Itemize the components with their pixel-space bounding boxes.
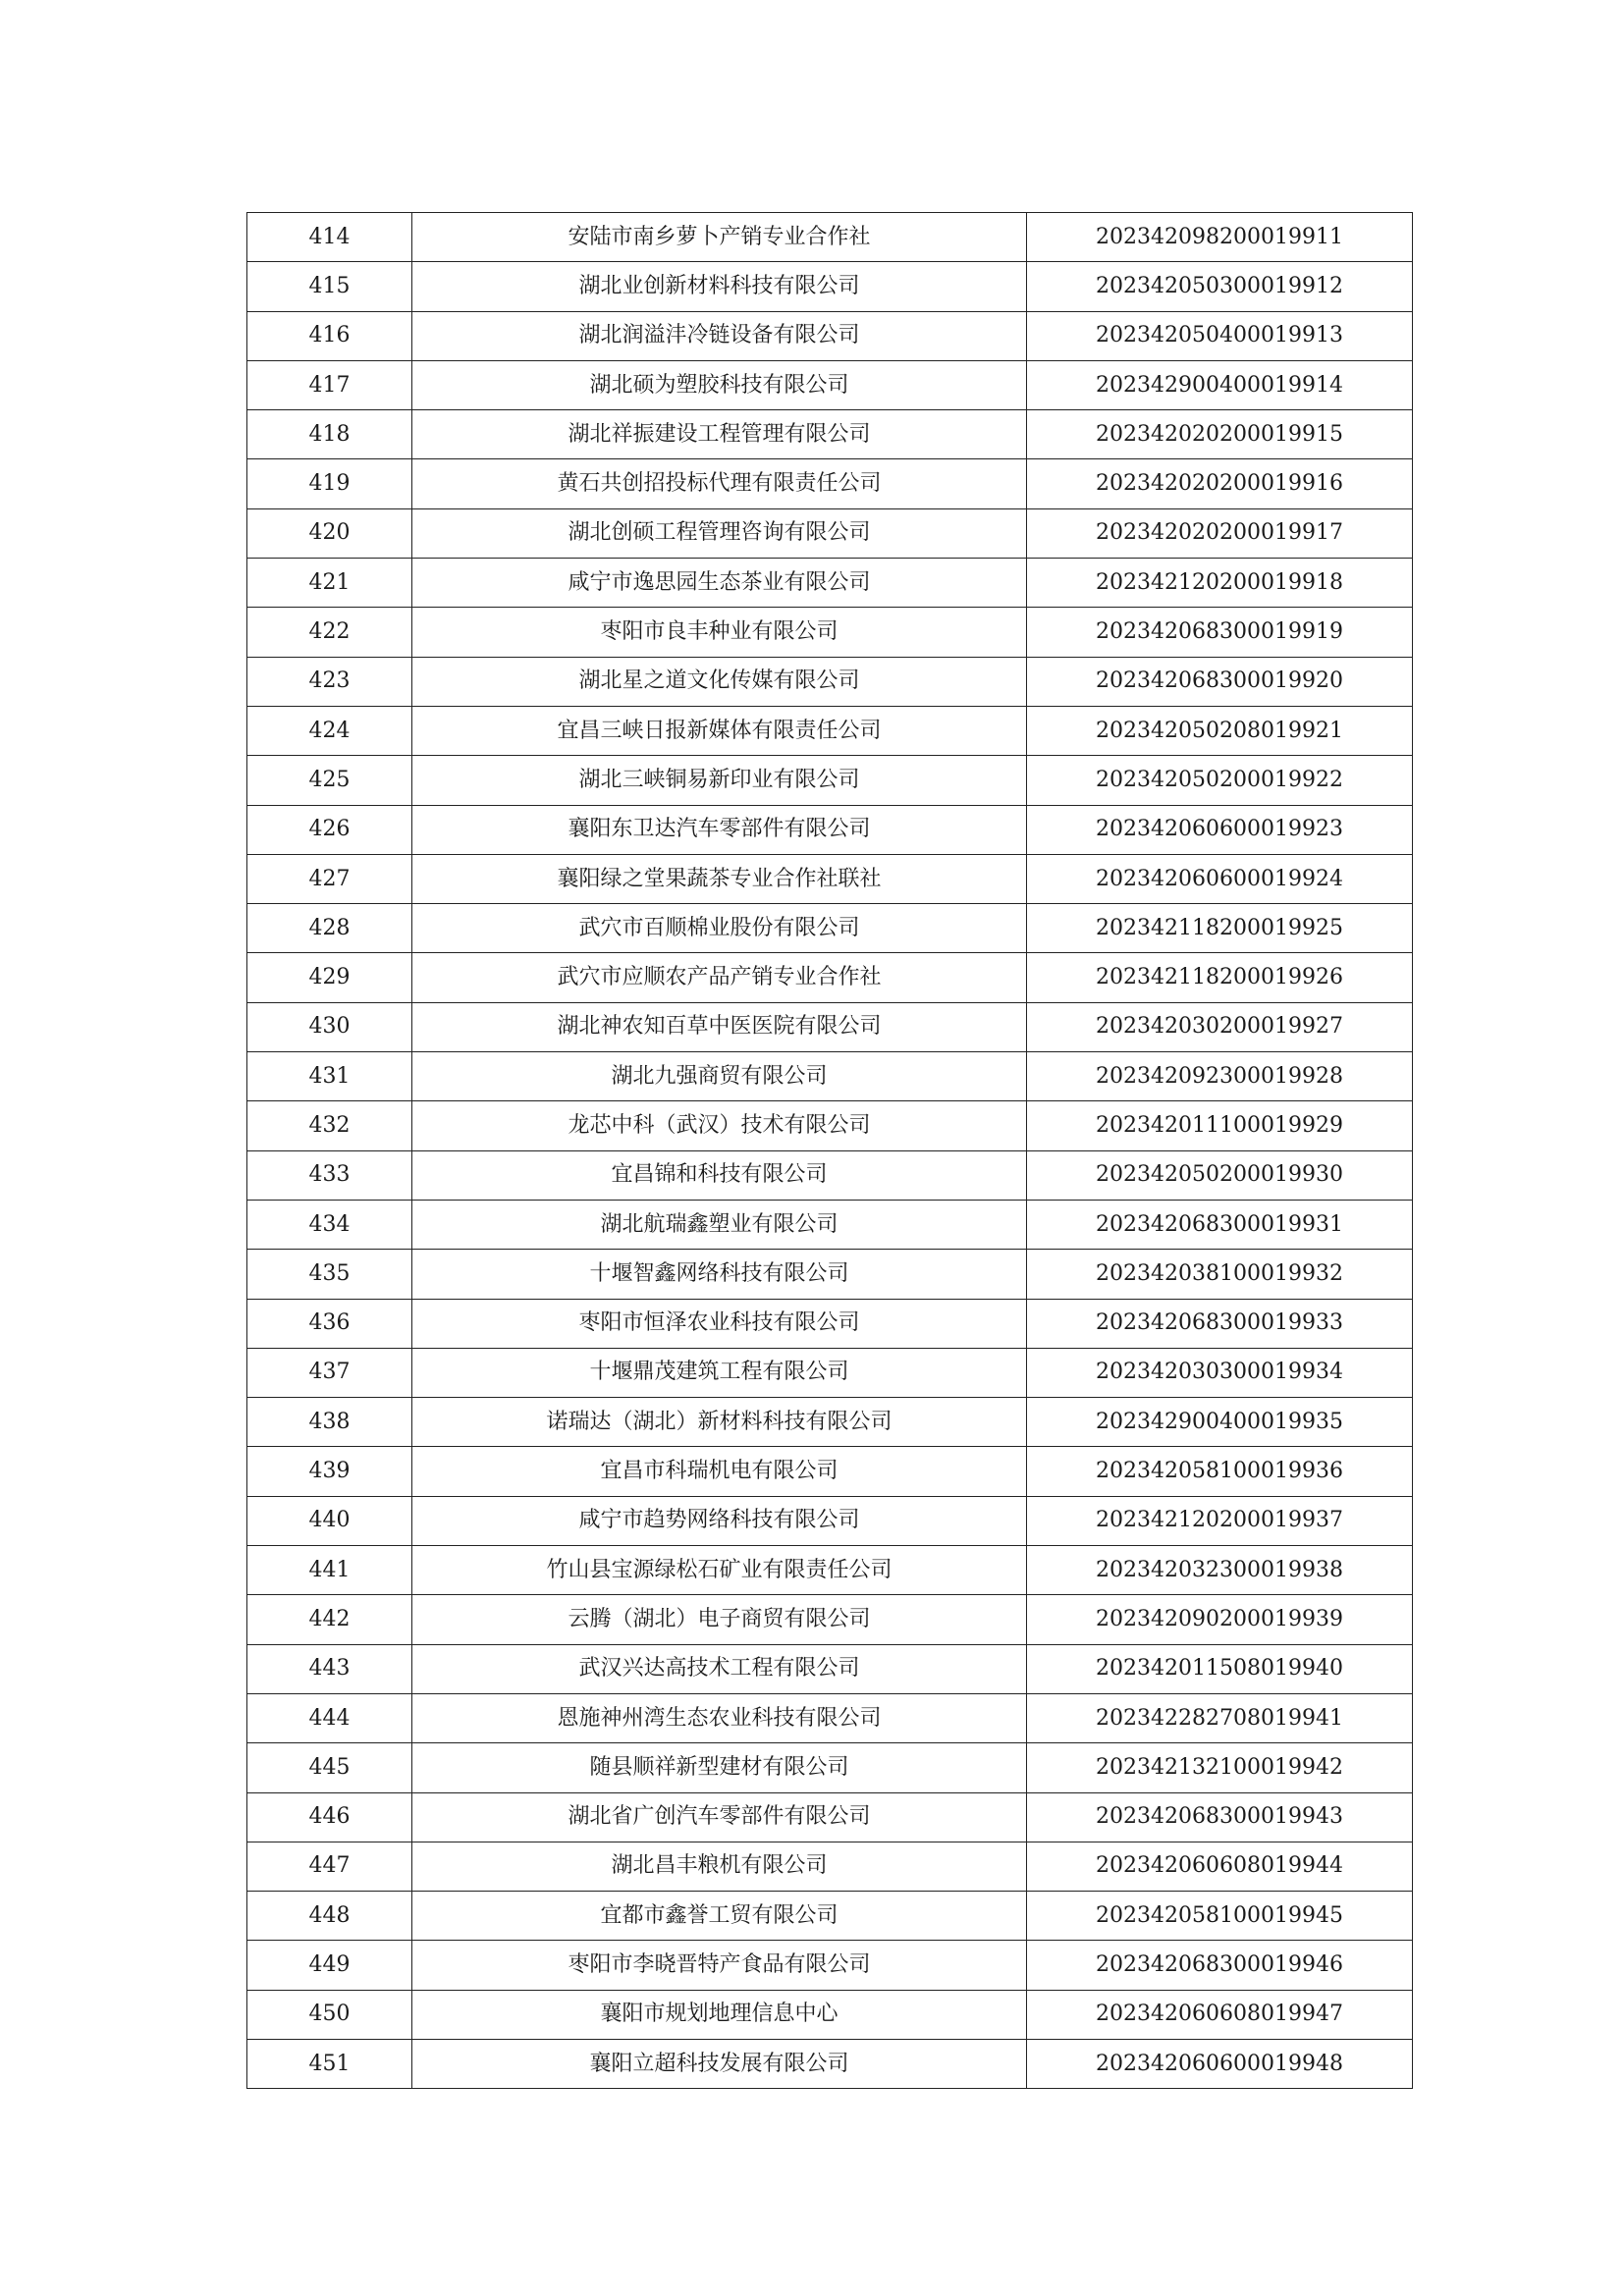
company-name-cell: 襄阳绿之堂果蔬茶专业合作社联社 bbox=[412, 854, 1027, 903]
table-row bbox=[247, 854, 1413, 903]
row-number-cell: 431 bbox=[247, 1052, 412, 1101]
table-row bbox=[247, 1990, 1413, 2039]
company-name-cell: 宜昌市科瑞机电有限公司 bbox=[412, 1447, 1027, 1496]
table-row bbox=[247, 1200, 1413, 1249]
company-name-cell: 湖北九强商贸有限公司 bbox=[412, 1052, 1027, 1101]
registration-code-cell: 202342038100019932 bbox=[1027, 1250, 1413, 1299]
registration-code-cell: 202342030200019927 bbox=[1027, 1002, 1413, 1051]
registration-code-cell: 202342020200019915 bbox=[1027, 410, 1413, 459]
table-row bbox=[247, 756, 1413, 805]
company-name-cell: 湖北祥振建设工程管理有限公司 bbox=[412, 410, 1027, 459]
registration-code-cell: 202342050200019922 bbox=[1027, 756, 1413, 805]
table-row bbox=[247, 1250, 1413, 1299]
registration-code-cell: 202342098200019911 bbox=[1027, 213, 1413, 262]
row-number-cell: 448 bbox=[247, 1892, 412, 1941]
registration-code-cell: 202342050300019912 bbox=[1027, 262, 1413, 311]
row-number-cell: 440 bbox=[247, 1496, 412, 1545]
table-row bbox=[247, 608, 1413, 657]
row-number-cell: 433 bbox=[247, 1150, 412, 1200]
row-number-cell: 415 bbox=[247, 262, 412, 311]
table-row bbox=[247, 1052, 1413, 1101]
row-number-cell: 424 bbox=[247, 706, 412, 755]
company-name-cell: 武穴市百顺棉业股份有限公司 bbox=[412, 904, 1027, 953]
table-row bbox=[247, 706, 1413, 755]
company-name-cell: 枣阳市恒泽农业科技有限公司 bbox=[412, 1299, 1027, 1348]
company-name-cell: 湖北省广创汽车零部件有限公司 bbox=[412, 1792, 1027, 1842]
company-name-cell: 湖北创硕工程管理咨询有限公司 bbox=[412, 508, 1027, 558]
row-number-cell: 445 bbox=[247, 1743, 412, 1792]
table-row bbox=[247, 1693, 1413, 1742]
table-row bbox=[247, 904, 1413, 953]
table-row bbox=[247, 1546, 1413, 1595]
company-name-cell: 湖北神农知百草中医医院有限公司 bbox=[412, 1002, 1027, 1051]
company-name-cell: 襄阳市规划地理信息中心 bbox=[412, 1990, 1027, 2039]
registration-code-cell: 202342900400019914 bbox=[1027, 360, 1413, 409]
row-number-cell: 444 bbox=[247, 1693, 412, 1742]
registration-code-cell: 202342032300019938 bbox=[1027, 1546, 1413, 1595]
company-name-cell: 湖北昌丰粮机有限公司 bbox=[412, 1842, 1027, 1891]
company-name-cell: 竹山县宝源绿松石矿业有限责任公司 bbox=[412, 1546, 1027, 1595]
row-number-cell: 419 bbox=[247, 459, 412, 508]
company-name-cell: 宜昌三峡日报新媒体有限责任公司 bbox=[412, 706, 1027, 755]
table-row bbox=[247, 1743, 1413, 1792]
row-number-cell: 418 bbox=[247, 410, 412, 459]
company-name-cell: 湖北星之道文化传媒有限公司 bbox=[412, 657, 1027, 706]
company-name-cell: 枣阳市李晓晋特产食品有限公司 bbox=[412, 1941, 1027, 1990]
company-name-cell: 黄石共创招投标代理有限责任公司 bbox=[412, 459, 1027, 508]
registration-code-cell: 202342050200019930 bbox=[1027, 1150, 1413, 1200]
registration-code-cell: 202342058100019936 bbox=[1027, 1447, 1413, 1496]
registration-code-cell: 202342060608019947 bbox=[1027, 1990, 1413, 2039]
table-row bbox=[247, 2039, 1413, 2088]
company-name-cell: 安陆市南乡萝卜产销专业合作社 bbox=[412, 213, 1027, 262]
registration-code-cell: 202342050400019913 bbox=[1027, 311, 1413, 360]
row-number-cell: 447 bbox=[247, 1842, 412, 1891]
row-number-cell: 426 bbox=[247, 805, 412, 854]
row-number-cell: 421 bbox=[247, 559, 412, 608]
table-row bbox=[247, 1892, 1413, 1941]
registration-code-cell: 202342030300019934 bbox=[1027, 1348, 1413, 1397]
row-number-cell: 438 bbox=[247, 1398, 412, 1447]
registration-code-cell: 202342118200019925 bbox=[1027, 904, 1413, 953]
registration-code-cell: 202342050208019921 bbox=[1027, 706, 1413, 755]
company-registry-table bbox=[246, 212, 1413, 2089]
row-number-cell: 428 bbox=[247, 904, 412, 953]
company-name-cell: 湖北业创新材料科技有限公司 bbox=[412, 262, 1027, 311]
company-name-cell: 随县顺祥新型建材有限公司 bbox=[412, 1743, 1027, 1792]
registration-code-cell: 202342068300019919 bbox=[1027, 608, 1413, 657]
company-name-cell: 武穴市应顺农产品产销专业合作社 bbox=[412, 953, 1027, 1002]
table-row bbox=[247, 262, 1413, 311]
company-name-cell: 襄阳立超科技发展有限公司 bbox=[412, 2039, 1027, 2088]
row-number-cell: 437 bbox=[247, 1348, 412, 1397]
row-number-cell: 427 bbox=[247, 854, 412, 903]
registration-code-cell: 202342068300019943 bbox=[1027, 1792, 1413, 1842]
company-name-cell: 湖北三峡铜易新印业有限公司 bbox=[412, 756, 1027, 805]
company-name-cell: 云腾（湖北）电子商贸有限公司 bbox=[412, 1595, 1027, 1644]
registration-code-cell: 202342900400019935 bbox=[1027, 1398, 1413, 1447]
table-row bbox=[247, 508, 1413, 558]
company-name-cell: 诺瑞达（湖北）新材料科技有限公司 bbox=[412, 1398, 1027, 1447]
table-row bbox=[247, 1398, 1413, 1447]
table-row bbox=[247, 657, 1413, 706]
row-number-cell: 442 bbox=[247, 1595, 412, 1644]
registration-code-cell: 202342020200019917 bbox=[1027, 508, 1413, 558]
registration-code-cell: 202342020200019916 bbox=[1027, 459, 1413, 508]
company-name-cell: 咸宁市逸思园生态茶业有限公司 bbox=[412, 559, 1027, 608]
table-row bbox=[247, 1792, 1413, 1842]
registration-code-cell: 202342120200019918 bbox=[1027, 559, 1413, 608]
registry-table-body bbox=[247, 213, 1413, 2089]
row-number-cell: 417 bbox=[247, 360, 412, 409]
registration-code-cell: 202342090200019939 bbox=[1027, 1595, 1413, 1644]
table-row bbox=[247, 459, 1413, 508]
row-number-cell: 435 bbox=[247, 1250, 412, 1299]
company-name-cell: 宜都市鑫誉工贸有限公司 bbox=[412, 1892, 1027, 1941]
registration-code-cell: 202342132100019942 bbox=[1027, 1743, 1413, 1792]
registration-code-cell: 202342120200019937 bbox=[1027, 1496, 1413, 1545]
registration-code-cell: 202342068300019946 bbox=[1027, 1941, 1413, 1990]
registration-code-cell: 202342060600019948 bbox=[1027, 2039, 1413, 2088]
company-name-cell: 湖北航瑞鑫塑业有限公司 bbox=[412, 1200, 1027, 1249]
registration-code-cell: 202342068300019931 bbox=[1027, 1200, 1413, 1249]
table-row bbox=[247, 1150, 1413, 1200]
row-number-cell: 432 bbox=[247, 1101, 412, 1150]
registration-code-cell: 202342092300019928 bbox=[1027, 1052, 1413, 1101]
company-name-cell: 襄阳东卫达汽车零部件有限公司 bbox=[412, 805, 1027, 854]
table-row bbox=[247, 1447, 1413, 1496]
company-name-cell: 宜昌锦和科技有限公司 bbox=[412, 1150, 1027, 1200]
registration-code-cell: 202342068300019920 bbox=[1027, 657, 1413, 706]
company-name-cell: 湖北润溢沣冷链设备有限公司 bbox=[412, 311, 1027, 360]
table-row bbox=[247, 311, 1413, 360]
row-number-cell: 414 bbox=[247, 213, 412, 262]
row-number-cell: 429 bbox=[247, 953, 412, 1002]
row-number-cell: 430 bbox=[247, 1002, 412, 1051]
registration-code-cell: 202342058100019945 bbox=[1027, 1892, 1413, 1941]
row-number-cell: 422 bbox=[247, 608, 412, 657]
row-number-cell: 420 bbox=[247, 508, 412, 558]
row-number-cell: 450 bbox=[247, 1990, 412, 2039]
row-number-cell: 439 bbox=[247, 1447, 412, 1496]
registration-code-cell: 202342011100019929 bbox=[1027, 1101, 1413, 1150]
company-name-cell: 咸宁市趋势网络科技有限公司 bbox=[412, 1496, 1027, 1545]
table-row bbox=[247, 1002, 1413, 1051]
table-row bbox=[247, 410, 1413, 459]
company-name-cell: 武汉兴达高技术工程有限公司 bbox=[412, 1644, 1027, 1693]
table-row bbox=[247, 1101, 1413, 1150]
registration-code-cell: 202342060600019924 bbox=[1027, 854, 1413, 903]
row-number-cell: 434 bbox=[247, 1200, 412, 1249]
registration-code-cell: 202342282708019941 bbox=[1027, 1693, 1413, 1742]
row-number-cell: 425 bbox=[247, 756, 412, 805]
registration-code-cell: 202342068300019933 bbox=[1027, 1299, 1413, 1348]
row-number-cell: 441 bbox=[247, 1546, 412, 1595]
company-name-cell: 十堰智鑫网络科技有限公司 bbox=[412, 1250, 1027, 1299]
row-number-cell: 443 bbox=[247, 1644, 412, 1693]
registration-code-cell: 202342118200019926 bbox=[1027, 953, 1413, 1002]
company-name-cell: 龙芯中科（武汉）技术有限公司 bbox=[412, 1101, 1027, 1150]
table-row bbox=[247, 805, 1413, 854]
registration-code-cell: 202342011508019940 bbox=[1027, 1644, 1413, 1693]
row-number-cell: 416 bbox=[247, 311, 412, 360]
registration-code-cell: 202342060600019923 bbox=[1027, 805, 1413, 854]
row-number-cell: 451 bbox=[247, 2039, 412, 2088]
registration-code-cell: 202342060608019944 bbox=[1027, 1842, 1413, 1891]
row-number-cell: 436 bbox=[247, 1299, 412, 1348]
table-row bbox=[247, 360, 1413, 409]
table-row bbox=[247, 1299, 1413, 1348]
table-row bbox=[247, 953, 1413, 1002]
table-row bbox=[247, 1595, 1413, 1644]
company-name-cell: 湖北硕为塑胶科技有限公司 bbox=[412, 360, 1027, 409]
table-row bbox=[247, 1644, 1413, 1693]
company-name-cell: 恩施神州湾生态农业科技有限公司 bbox=[412, 1693, 1027, 1742]
table-row bbox=[247, 1496, 1413, 1545]
table-row bbox=[247, 1941, 1413, 1990]
table-row bbox=[247, 559, 1413, 608]
row-number-cell: 423 bbox=[247, 657, 412, 706]
table-row bbox=[247, 1348, 1413, 1397]
company-name-cell: 枣阳市良丰种业有限公司 bbox=[412, 608, 1027, 657]
table-row bbox=[247, 213, 1413, 262]
table-row bbox=[247, 1842, 1413, 1891]
row-number-cell: 449 bbox=[247, 1941, 412, 1990]
company-name-cell: 十堰鼎茂建筑工程有限公司 bbox=[412, 1348, 1027, 1397]
row-number-cell: 446 bbox=[247, 1792, 412, 1842]
